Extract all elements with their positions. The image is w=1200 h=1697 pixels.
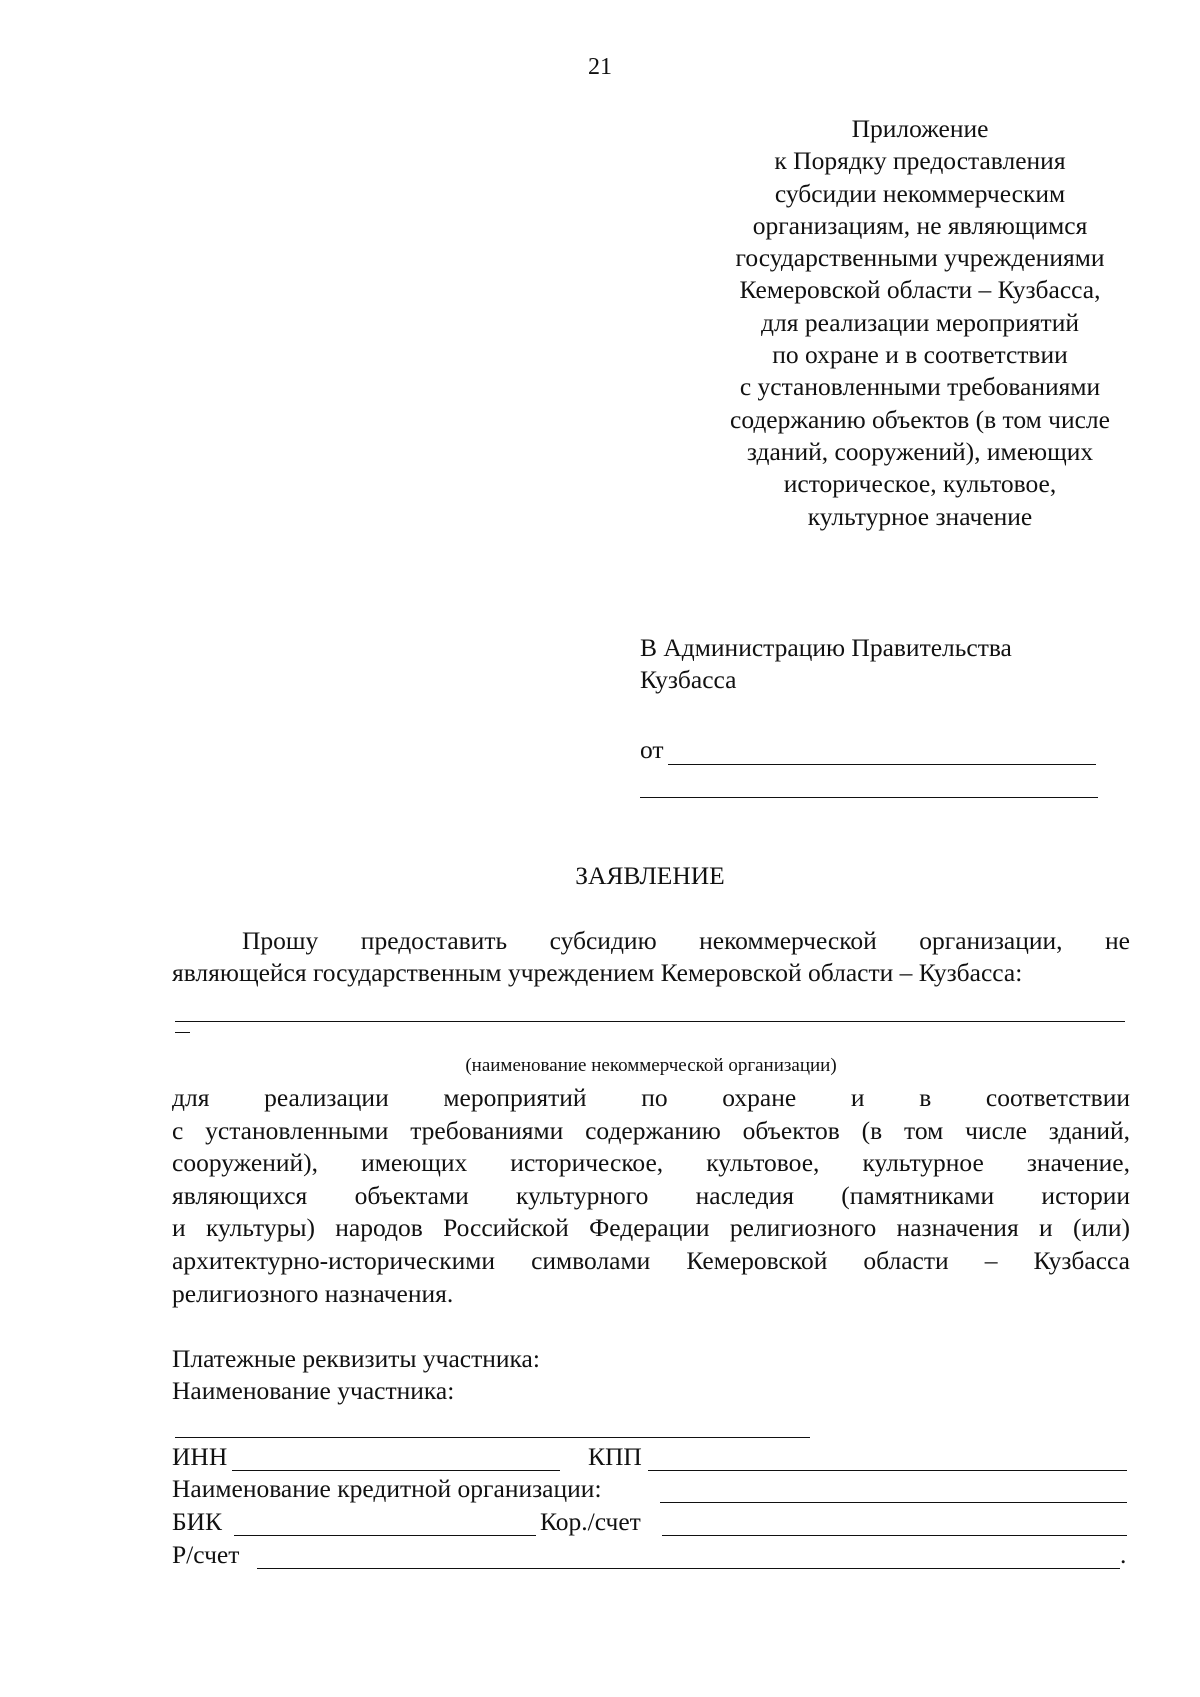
participant-name-underline[interactable] (175, 1437, 810, 1438)
bik-corr-row (172, 1506, 1132, 1538)
bik-label: БИК (172, 1507, 223, 1536)
participant-name-label: Наименование участника: (172, 1376, 455, 1405)
bik-field[interactable] (234, 1535, 536, 1536)
addressee-block (640, 632, 1012, 696)
intro-line: являющейся государственным учреждением Кемеровской области – Кузбасса: (172, 958, 1023, 987)
appendix-line: зданий, сооружений), имеющих (746, 436, 1094, 466)
body-line: религиозного назначения. (172, 1278, 454, 1308)
account-field[interactable] (257, 1568, 1120, 1569)
appendix-block (700, 113, 1140, 533)
from-field (640, 735, 1098, 767)
payment-details-heading-block (172, 1343, 540, 1407)
from-underline[interactable] (668, 764, 1096, 765)
intro-line: Прошу предоставить субсидию некоммерческой организации, не (242, 926, 1130, 955)
account-row (172, 1539, 1132, 1571)
org-name-underline-tail (175, 1032, 190, 1033)
bank-label: Наименование кредитной организации: (172, 1474, 602, 1503)
org-name-underline[interactable] (175, 1021, 1125, 1022)
appendix-line: субсидии некоммерческим (774, 178, 1066, 208)
appendix-line: государственными учреждениями (735, 243, 1105, 273)
appendix-line: содержанию объектов (в том числе (730, 404, 1110, 434)
appendix-line: по охране и в соответствии (772, 340, 1068, 370)
bank-row (172, 1473, 1132, 1505)
appendix-line: Кемеровской области – Кузбасса, (739, 275, 1101, 305)
body-line: и культуры) народов Российской Федерации религиозного назначения и (или) (172, 1213, 1130, 1243)
inn-kpp-row (172, 1441, 1132, 1473)
corr-account-label: Кор./счет (540, 1507, 641, 1536)
page-number: 21 (588, 54, 612, 80)
appendix-line: историческое, культовое, (783, 469, 1057, 499)
account-end-period: . (1120, 1540, 1127, 1569)
org-name-caption: (наименование некоммерческой организации) (465, 1055, 837, 1076)
addressee-line: В Администрацию Правительства (640, 633, 1012, 662)
body-line: с установленными требованиями содержанию объектов (в том числе зданий, (172, 1115, 1130, 1145)
corr-account-field[interactable] (662, 1535, 1127, 1536)
appendix-line: организациям, не являющимся (752, 210, 1088, 240)
appendix-line: Приложение (851, 114, 989, 143)
appendix-line: к Порядку предоставления (774, 146, 1066, 176)
inn-field[interactable] (232, 1470, 560, 1471)
body-line: архитектурно-историческими символами Кемеровской области – Кузбасса (172, 1245, 1130, 1275)
bank-field[interactable] (660, 1502, 1127, 1503)
from-label: от (640, 735, 664, 764)
body-line: являющихся объектами культурного наследия (памятниками истории (172, 1180, 1130, 1210)
kpp-label: КПП (588, 1442, 642, 1471)
appendix-line: культурное значение (807, 501, 1033, 531)
addressee-line: Кузбасса (640, 665, 737, 694)
inn-label: ИНН (172, 1442, 228, 1471)
appendix-line: для реализации мероприятий (761, 307, 1079, 337)
from-underline-second[interactable] (640, 797, 1098, 798)
appendix-line: с установленными требованиями (739, 372, 1101, 402)
account-label: Р/счет (172, 1540, 240, 1569)
intro-paragraph (172, 925, 1130, 989)
kpp-field[interactable] (648, 1470, 1127, 1471)
body-paragraph (172, 1082, 1130, 1310)
document-title: ЗАЯВЛЕНИЕ (575, 861, 725, 890)
body-line: сооружений), имеющих историческое, культовое, культурное значение, (172, 1148, 1130, 1178)
payment-heading: Платежные реквизиты участника: (172, 1344, 540, 1373)
body-line: для реализации мероприятий по охране и в соответствии (172, 1083, 1130, 1112)
